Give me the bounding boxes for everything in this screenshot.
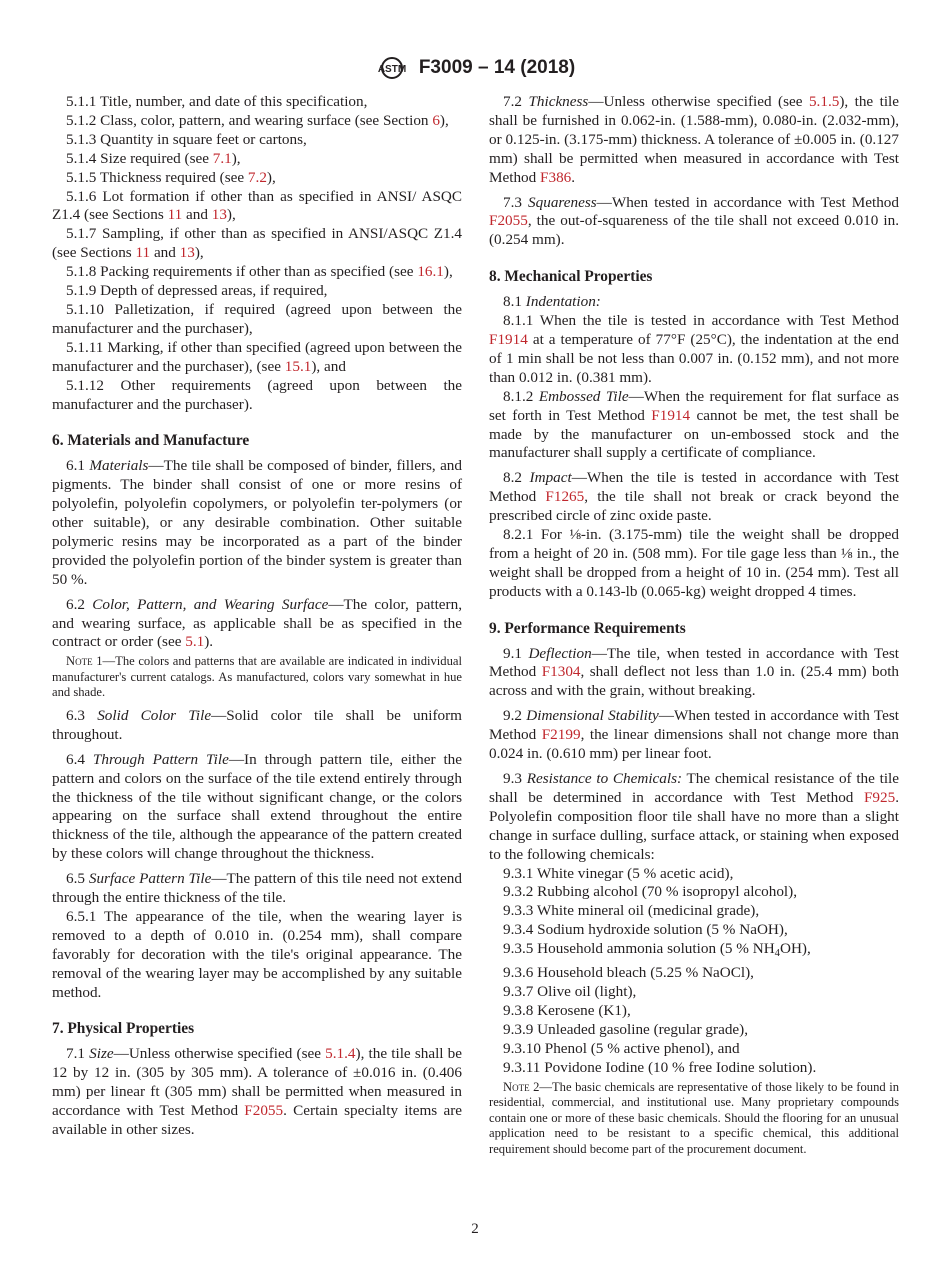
text-run: , the linear dimensions shall not change more than 0.024 in. (0.610 mm) per linear foot. [489, 726, 899, 763]
text-run: —The tile shall be composed of binder, fillers, and pigments. The binder shall consist of one or more resins of polyolefin, polyolefin copolymers, or polyolefin ter-polymers (or other suitable), or any desirable combination. Other suitable polymeric resins may be incorporated as a part of the binder provided the polyolefin portion of the binder system is greater than 50 %. [52, 457, 462, 588]
text-run: —When tested in accordance with Test Method [596, 193, 899, 211]
text-run: 9.1 [503, 644, 529, 662]
paragraph [489, 921, 899, 940]
text-run: , the out-of-squareness of the tile shall not exceed 0.010 in. (0.254 mm). [489, 212, 899, 249]
paragraph [489, 194, 899, 251]
text-run: 5.1.9 Depth of depressed areas, if required, [66, 282, 328, 300]
text-run: 6.1 [66, 457, 90, 475]
text-run: ), [266, 168, 276, 186]
text-run: —When the requirement for flat surface as set forth in Test Method [489, 387, 899, 424]
paragraph [489, 526, 899, 602]
reference-link[interactable]: 7.2 [247, 168, 267, 186]
text-run: —When tested in accordance with Test Method [489, 707, 899, 744]
reference-link[interactable]: F2199 [541, 726, 581, 744]
paragraph [489, 293, 899, 312]
page-header [0, 56, 950, 80]
paragraph [52, 870, 462, 908]
italic-term: Solid Color Tile [97, 706, 212, 724]
text-run: 9.3.7 Olive oil (light), [503, 982, 637, 1000]
right-column [489, 93, 899, 1157]
italic-term: Thickness [528, 93, 589, 110]
paragraph [52, 169, 462, 188]
text-run: 6. Materials and Manufacture [52, 432, 250, 450]
text-run: 5.1.11 Marking, if other than specified (agreed upon between the manufacturer and the purchaser), (see [52, 338, 462, 375]
text-run: —The color, pattern, and wearing surface, as applicable shall be as specified in the contract or order (see [52, 595, 462, 651]
paragraph [489, 388, 899, 464]
text-run: 9.3.2 Rubbing alcohol (70 % isopropyl alcohol), [503, 883, 798, 901]
italic-term: Resistance to Chemicals: [526, 770, 683, 787]
reference-link[interactable]: 16.1 [417, 263, 444, 281]
paragraph [489, 964, 899, 983]
section-heading [52, 432, 462, 451]
text-run: 5.1.4 Size required (see [66, 149, 213, 167]
text-run: 7.1 [66, 1045, 90, 1063]
text-run: 6.5.1 The appearance of the tile, when the wearing layer is removed to a depth of 0.010 in. (0.254 mm), shall compare favorably for decoration with the tile's original appearance. The removal of the wearing layer may be accomplished by any suitable method. [52, 907, 462, 1001]
text-run: 5.1.5 Thickness required (see [66, 168, 248, 186]
italic-term: Size [89, 1045, 114, 1063]
reference-link[interactable]: 7.1 [212, 149, 232, 167]
text-run: 1—The colors and patterns that are available are indicated in individual manufacturer's current catalogs. As manufactured, colors vary somewhat in hue and shade. [52, 654, 462, 700]
paragraph [489, 770, 899, 865]
paragraph [52, 150, 462, 169]
text-run: —Solid color tile shall be uniform throughout. [52, 706, 462, 743]
text-run: 8.1 [503, 293, 526, 311]
reference-link[interactable]: 5.1 [185, 633, 205, 651]
text-run: . Certain specialty items are available in other sizes. [52, 1102, 462, 1138]
text-run: 2—The basic chemicals are representative of those likely to be found in residential, commercial, and institutional use. Many proprietary compounds contain one or more of these basic chemicals. Should the flooring for an unusual application need to be resistant to a specific chemical, this additional requirement should become part of the procurement document. [489, 1079, 899, 1156]
paragraph [52, 339, 462, 377]
paragraph [52, 377, 462, 415]
paragraph [52, 596, 462, 653]
page-number: 2 [471, 1221, 479, 1237]
reference-link[interactable]: 11 [167, 206, 183, 224]
text-run: 8.2.1 For ⅛-in. (3.175-mm) tile the weight shall be dropped from a height of 20 in. (508 mm). For tile gage less than ⅛ in., the weight shall be dropped from a height of 10 in. (254 mm). Test all products with a 0.143-lb (0.065-kg) weight dropped 4 times. [489, 526, 899, 600]
note-paragraph [52, 654, 462, 701]
text-run: 7.3 [503, 193, 529, 211]
text-run: OH), [779, 940, 811, 958]
italic-term: Embossed Tile [538, 387, 629, 405]
text-run: Note [66, 654, 93, 669]
italic-term: Squareness [528, 193, 597, 211]
text-run: —In through pattern tile, either the pattern and colors on the surface of the tile extend entirely through the thickness of the tile without significant change, or the colors appearing on the surface shall extend throughout the entire thickness of the tile, although the appearance of the pattern created by these colors will change throughout the thickness. [52, 750, 462, 863]
reference-link[interactable]: 13 [211, 206, 227, 224]
section-heading [489, 620, 899, 639]
reference-link[interactable]: F1914 [489, 330, 528, 348]
text-run: ), [443, 263, 453, 281]
text-run: 9.3.11 Povidone Iodine (10 % free Iodine solution). [503, 1058, 817, 1076]
text-run: 5.1.2 Class, color, pattern, and wearing surface (see Section [66, 111, 433, 129]
text-run: 9.3.10 Phenol (5 % active phenol), and [503, 1039, 740, 1057]
text-run: ). [204, 633, 214, 651]
text-run: 5.1.3 Quantity in square feet or cartons, [66, 130, 307, 148]
paragraph [489, 940, 899, 964]
text-run: 8. Mechanical Properties [489, 268, 653, 286]
text-run: —Unless otherwise specified (see [113, 1045, 326, 1063]
text-run: 5.1.10 Palletization, if required (agreed upon between the manufacturer and the purchaser), [52, 300, 462, 337]
paragraph [489, 1021, 899, 1040]
reference-link[interactable]: F2055 [489, 212, 528, 230]
paragraph [489, 645, 899, 702]
text-run: 7.2 [503, 93, 529, 110]
paragraph [489, 312, 899, 388]
paragraph [489, 902, 899, 921]
text-run: 9.3.9 Unleaded gasoline (regular grade), [503, 1020, 749, 1038]
paragraph [489, 983, 899, 1002]
text-run: . Polyolefin composition floor tile shall have no more than a slight change in surface dulling, surface attack, or staining when exposed to the following chemicals: [489, 788, 899, 863]
text-run: 5.1.12 Other requirements (agreed upon between the manufacturer and the purchaser). [52, 376, 462, 413]
text-run: ), [194, 244, 204, 262]
text-run: 8.1.1 When the tile is tested in accordance with Test Method [503, 312, 899, 330]
reference-link[interactable]: 5.1.4 [325, 1045, 356, 1063]
italic-term: Materials [89, 457, 149, 475]
paragraph [52, 225, 462, 263]
reference-link[interactable]: 6 [432, 111, 440, 129]
reference-link[interactable]: F1914 [651, 406, 691, 424]
text-run: ), the tile shall be furnished in 0.062-in. (1.588-mm), 0.080-in. (2.032-mm), or 0.125-in. (3.175-mm) thickness. A tolerance of ±0.005 in. (0.127 mm) shall be permitted when measured in accordance with Test Method [489, 93, 900, 186]
text-run: 6.4 [66, 750, 93, 768]
text-run: 5.1.7 Sampling, if other than as specified in ANSI/ASQC Z1.4 (see Sections [52, 225, 462, 262]
paragraph [52, 301, 462, 339]
paragraph [489, 1059, 899, 1078]
text-run: The chemical resistance of the tile shall be determined in accordance with Test Method [489, 770, 899, 806]
paragraph [489, 1002, 899, 1021]
paragraph [489, 883, 899, 902]
text-run: 5.1.8 Packing requirements if other than as specified (see [66, 263, 418, 281]
text-run: 9.3.4 Sodium hydroxide solution (5 % NaOH), [503, 921, 788, 939]
paragraph [52, 707, 462, 745]
text-run: —The tile, when tested in accordance with Test Method [489, 644, 900, 681]
reference-link[interactable]: F2055 [244, 1102, 284, 1120]
reference-link[interactable]: 15.1 [284, 357, 312, 375]
reference-link[interactable]: F1304 [541, 663, 581, 681]
text-run: 5.1.6 Lot formation if other than as specified in ANSI/ ASQC Z1.4 (see Sections [52, 187, 462, 224]
paragraph [52, 457, 462, 589]
text-run: 9.3 [503, 770, 527, 787]
text-run: 9.3.8 Kerosene (K1), [503, 1001, 631, 1019]
reference-link[interactable]: F386 [540, 168, 572, 186]
text-run: —The pattern of this tile need not extend through the entire thickness of the tile. [52, 870, 462, 907]
text-run: and [150, 244, 180, 262]
text-run: ), [226, 206, 236, 224]
text-run: 6.5 [66, 870, 89, 888]
paragraph [489, 93, 899, 188]
text-run: , shall deflect not less than 1.0 in. (25.4 mm) both across and with the grain, without breaking. [489, 663, 900, 700]
italic-term: Indentation: [525, 293, 601, 311]
paragraph [489, 707, 899, 764]
section-heading [489, 268, 899, 287]
left-column [52, 93, 462, 1140]
text-run: cannot be met, the test shall be made by the manufacturer on un-embossed stock and the manufacturer shall supply a certificate of compliance. [489, 406, 900, 462]
text-run: . [571, 168, 576, 186]
italic-term: Dimensional Stability [526, 707, 659, 725]
italic-term: Surface Pattern Tile [88, 870, 212, 888]
reference-link[interactable]: 13 [179, 244, 195, 262]
paragraph [52, 1045, 462, 1140]
note-paragraph [489, 1080, 899, 1158]
paragraph [52, 751, 462, 864]
paragraph [52, 93, 462, 112]
text-run: 6.3 [66, 706, 98, 724]
italic-term: Deflection [528, 644, 592, 662]
paragraph [52, 188, 462, 226]
italic-term: Through Pattern Tile [92, 750, 229, 768]
text-run: ), the tile shall be 12 by 12 in. (305 by 305 mm). A tolerance of ±0.016 in. (0.406 mm) per linear ft (305 mm) shall be permitted when measured in accordance with Test Method [52, 1045, 463, 1120]
text-run: 8.1.2 [503, 387, 539, 405]
paragraph [52, 908, 462, 1003]
paragraph [489, 865, 899, 884]
text-run: 9.3.6 Household bleach (5.25 % NaOCl), [503, 964, 754, 982]
text-run: ), [439, 111, 449, 129]
document-designation: F3009 – 14 (2018) [418, 57, 576, 78]
text-run: —When the tile is tested in accordance with Test Method [489, 469, 900, 506]
paragraph [52, 131, 462, 150]
astm-logo [375, 56, 409, 80]
text-run: , the tile shall not break or crack beyond the prescribed circle of zinc oxide paste. [489, 488, 899, 525]
paragraph [52, 263, 462, 282]
text-run: 7. Physical Properties [52, 1020, 195, 1038]
text-run: Note [503, 1079, 530, 1094]
text-run: 9. Performance Requirements [489, 619, 686, 637]
paragraph [489, 1040, 899, 1059]
text-run: 9.3.3 White mineral oil (medicinal grade), [503, 902, 760, 920]
text-run: 6.2 [66, 595, 93, 613]
section-heading [52, 1020, 462, 1039]
svg-text:ASTM: ASTM [377, 64, 406, 75]
text-run: 8.2 [503, 469, 530, 487]
text-run: 9.3.1 White vinegar (5 % acetic acid), [503, 864, 734, 882]
reference-link[interactable]: F925 [863, 788, 896, 806]
text-run: 4 [774, 948, 780, 960]
text-run: 5.1.1 Title, number, and date of this specification, [66, 93, 368, 110]
text-run: at a temperature of 77°F (25°C), the indentation at the end of 1 min shall be not less than 0.007 in. (0.152 mm), and not more than 0.012 in. (0.381 mm). [489, 330, 899, 386]
paragraph [52, 282, 462, 301]
paragraph [52, 112, 462, 131]
text-run: 9.2 [503, 707, 527, 725]
italic-term: Color, Pattern, and Wearing Surface [92, 595, 329, 613]
reference-link[interactable]: 11 [135, 244, 151, 262]
text-run: —Unless otherwise specified (see [588, 93, 809, 110]
italic-term: Impact [529, 469, 572, 487]
paragraph [489, 469, 899, 526]
text-run: ), and [311, 357, 346, 375]
reference-link[interactable]: 5.1.5 [808, 93, 840, 110]
reference-link[interactable]: F1265 [545, 488, 585, 506]
text-run: ), [231, 149, 241, 167]
text-run: 9.3.5 Household ammonia solution (5 % NH [503, 940, 775, 958]
text-run: and [182, 206, 212, 224]
